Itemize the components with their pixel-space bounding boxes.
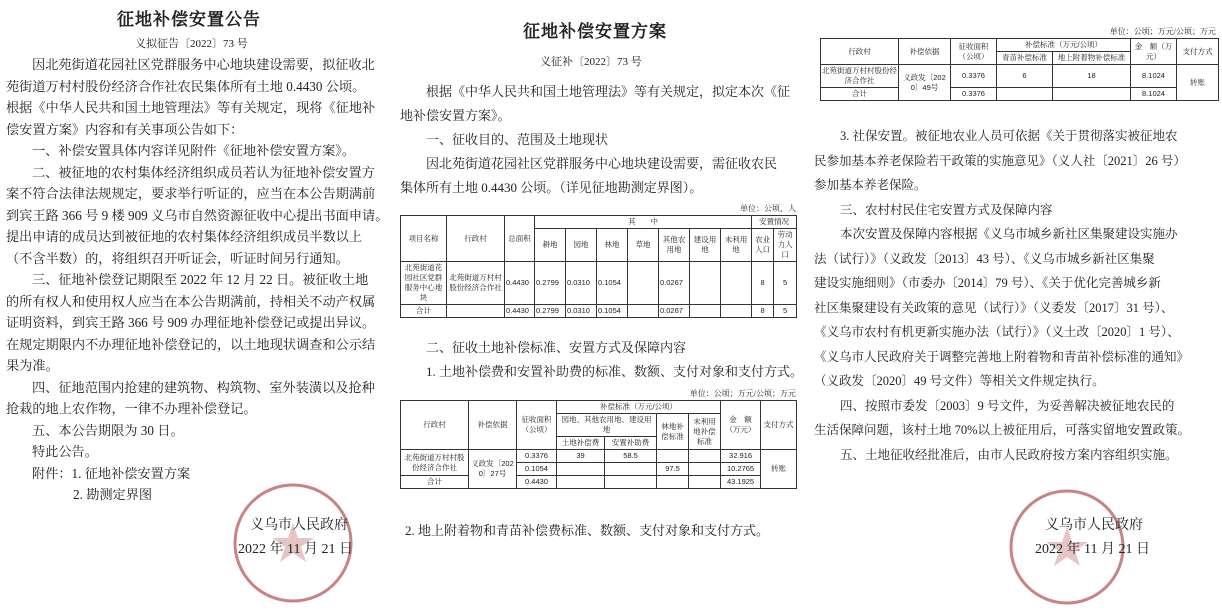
land-status-table xyxy=(400,215,797,318)
table-cell: 39 xyxy=(557,450,605,463)
text-line: 《义乌市人民政府关于调整完善地上附着物和青苗补偿标准的通知》 xyxy=(814,349,1190,364)
doc-number: 义征补〔2022〕73 号 xyxy=(540,56,642,68)
table-cell xyxy=(690,262,721,305)
column-header: 耕地 xyxy=(535,229,566,262)
table-cell: 义政发〔2020〕27号 xyxy=(469,450,517,489)
column-header: 未利用地 xyxy=(721,229,752,262)
table-cell: 合计 xyxy=(821,88,899,101)
announcement-body xyxy=(6,54,388,484)
text-line: 到宾王路 366 号 9 楼 909 义乌市自然资源征收中心提出书面申请。 xyxy=(6,207,389,223)
attachment-2-text: 2. 勘测定界图 xyxy=(73,487,153,502)
table-row xyxy=(401,305,797,318)
table-cell xyxy=(557,476,605,489)
table-cell xyxy=(689,450,721,463)
text-line: 证明资料，到宾王路 366 号 909 办理征地补偿登记或提出异议。 xyxy=(6,315,376,330)
table-cell: 北苑街道万村村股份经济合作社 xyxy=(401,450,469,476)
table-row xyxy=(401,450,797,463)
text-line: 《义乌市农村有机更新实施办法（试行）》（义土改〔2020〕1 号）、 xyxy=(814,325,1180,339)
table-cell: 97.5 xyxy=(657,463,689,476)
table-cell xyxy=(628,305,659,318)
column-header: 补偿标准（万元/公顷） xyxy=(997,39,1131,52)
table-cell: 转账 xyxy=(761,450,797,489)
table-cell xyxy=(557,463,605,476)
text-line: 本次安置及保障内容根据《义乌市城乡新社区集聚建设实施办 xyxy=(840,227,1178,241)
table-cell: 5 xyxy=(774,305,797,318)
table-cell: 5 xyxy=(774,262,797,305)
text-line: 生活保障问题，该村土地 70%以上被征用后，可落实留地安置政策。 xyxy=(814,423,1191,437)
table-cell: 6 xyxy=(997,65,1053,88)
text-line: 三、农村村民住宅安置方式及保障内容 xyxy=(840,202,1053,217)
table-cell xyxy=(657,476,689,489)
section-heading: 2. 地上附着物和青苗补偿费标准、数额、支付对象和支付方式。 xyxy=(405,523,770,538)
column-header: 园地 xyxy=(566,229,597,262)
text-line: 案不符合法律法规规定，要求举行听证的，应当在本公告期满前 xyxy=(6,186,376,201)
section-heading: 一、征收目的、范围及土地现状 xyxy=(426,132,609,147)
text-line: 因北苑街道花园社区党群服务中心地块建设需要，需征收农民 xyxy=(426,156,778,171)
section-heading: 1. 土地补偿费和安置补助费的标准、数额、支付对象和支付方式。 xyxy=(426,364,804,379)
table-cell: 43.1925 xyxy=(721,476,761,489)
table-cell: 合计 xyxy=(401,476,469,489)
table-cell: 合计 xyxy=(401,305,447,318)
table-cell xyxy=(689,463,721,476)
table-cell xyxy=(447,305,505,318)
table-cell xyxy=(605,476,657,489)
text-line: 四、征地范围内抢建的建筑物、构筑物、室外装潢以及抢种 xyxy=(32,379,375,395)
column-header: 青苗补偿标准 xyxy=(997,52,1053,65)
table-cell: 10.2765 xyxy=(721,463,761,476)
text-line: 提出申请的成员达到被征地的农村集体经济组织成员半数以上 xyxy=(6,229,363,244)
table-cell: 8 xyxy=(752,262,774,305)
text-line: 五、本公告期限为 30 日。 xyxy=(32,422,184,438)
table-cell: 8 xyxy=(752,305,774,318)
text-line: 二、被征地的农村集体经济组织成员若认为征地补偿安置方 xyxy=(32,164,375,180)
column-header: 其他农用地 xyxy=(659,229,690,262)
text-line: 建设实施细则》（市委办〔2014〕79 号）、《关于优化完善城乡新 xyxy=(814,276,1161,290)
column-header: 补偿依据 xyxy=(899,39,951,65)
column-header: 支付方式 xyxy=(1177,39,1219,65)
table-cell xyxy=(657,450,689,463)
column-header: 征收面积（公顷） xyxy=(517,401,557,450)
table-cell xyxy=(605,463,657,476)
table-cell: 0.2799 xyxy=(535,262,566,305)
table-cell: 0.4430 xyxy=(505,262,535,305)
crop-compensation-table xyxy=(820,38,1219,101)
column-header: 行政村 xyxy=(821,39,899,65)
table-cell: 8.1024 xyxy=(1131,65,1177,88)
table-cell: 北苑街道花园社区党群服务中心地块 xyxy=(401,262,447,305)
land-compensation-table xyxy=(400,400,797,489)
table-cell: 北苑街道万村村股份经济合作社 xyxy=(821,65,899,88)
table-cell: 0.0310 xyxy=(566,262,597,305)
table-cell xyxy=(721,262,752,305)
column-header: 安置情况 xyxy=(752,216,797,229)
table-cell: 北苑街道万村村股份经济合作社 xyxy=(447,262,505,305)
text-line: 附件：1. 征地补偿安置方案 xyxy=(32,465,191,481)
issue-date: 2022 年 11 月 21 日 xyxy=(238,542,353,557)
attachment-2 xyxy=(6,484,152,506)
column-header: 项目名称 xyxy=(401,216,447,262)
table-row xyxy=(821,88,1219,101)
table-cell xyxy=(690,305,721,318)
plan-section-2-2 xyxy=(405,520,769,542)
table-cell: 0.1054 xyxy=(517,463,557,476)
table-cell xyxy=(689,476,721,489)
text-line: 特此公告。 xyxy=(32,444,98,459)
section-heading: 二、征收土地补偿标准、安置方式及保障内容 xyxy=(426,340,687,355)
text-line: 偿安置方案》内容和有关事项公告如下： xyxy=(6,121,244,137)
text-line: 一、补偿安置具体内容详见附件《征地补偿安置方案》。 xyxy=(32,143,356,158)
text-line: 参加基本养老保险。 xyxy=(814,178,927,192)
text-line: （不含半数）的，将组织召开听证会，听证时间另行通知。 xyxy=(6,250,349,266)
issuer: 义乌市人民政府 xyxy=(1045,518,1143,533)
table-cell: 0.4430 xyxy=(517,476,557,489)
table-cell: 0.0310 xyxy=(566,305,597,318)
table-cell: 0.1054 xyxy=(597,262,628,305)
table-row xyxy=(401,401,797,414)
column-header: 补偿标准（万元/公顷） xyxy=(557,401,721,414)
table-row xyxy=(401,262,797,305)
text-line: 社区集聚建设有关政策的意见（试行）》（义委发〔2017〕31 号）、 xyxy=(814,300,1174,315)
plan-section-2 xyxy=(400,336,803,384)
column-header: 金 额（万元） xyxy=(721,401,761,450)
table-row xyxy=(821,65,1219,88)
table-row xyxy=(821,39,1219,52)
text-line: （义政发〔2020〕49 号文件）等相关文件规定执行。 xyxy=(814,374,1105,388)
text-line: 五、土地征收经批准后，由市人民政府按方案内容组织实施。 xyxy=(840,447,1178,462)
table3-unit: 单位：公顷；万元/公顷；万元 xyxy=(1109,27,1216,36)
column-header: 园地、其他农用地、建设用地 xyxy=(557,414,657,437)
page-title: 征地补偿安置公告 xyxy=(117,10,261,29)
column-header: 土地补偿费 xyxy=(557,437,605,450)
table2-unit: 单位：公顷；万元/公顷；万元 xyxy=(689,389,796,398)
plan-intro xyxy=(400,80,790,200)
table-cell xyxy=(628,262,659,305)
text-line: 三、征地补偿登记期限至 2022 年 12 月 22 日。被征收土地 xyxy=(32,272,369,287)
table-cell: 转账 xyxy=(1177,65,1219,101)
text-line: 法（试行）》（义政发〔2013〕43 号）、《义乌市城乡新社区集聚 xyxy=(814,251,1155,266)
doc-number: 义拟征告〔2022〕73 号 xyxy=(135,38,248,50)
column-header: 安置补助费 xyxy=(605,437,657,450)
column-header: 金 额（万元） xyxy=(1131,39,1177,65)
table-cell: 58.5 xyxy=(605,450,657,463)
text-line: 在规定期限内不办理征地补偿登记的，以土地现状调查和公示结 xyxy=(6,336,376,352)
table-cell: 义政发〔2020〕49号 xyxy=(899,65,951,101)
table-row xyxy=(401,476,797,489)
table-cell: 0.3376 xyxy=(951,65,997,88)
table-cell: 0.3376 xyxy=(517,450,557,463)
issuer: 义乌市人民政府 xyxy=(250,518,348,533)
table1-unit: 单位：公顷、人 xyxy=(740,204,796,213)
column-header: 征收面积（公顷） xyxy=(951,39,997,65)
text-line: 抢栽的地上农作物，一律不办理补偿登记。 xyxy=(6,401,257,416)
column-header: 林地补偿标准 xyxy=(657,414,689,450)
text-line: 因北苑街道花园社区党群服务中心地块建设需要，拟征收北 xyxy=(32,57,375,72)
column-header: 林地 xyxy=(597,229,628,262)
plan-body-continued xyxy=(814,124,1190,467)
column-header: 地上附着物补偿标准 xyxy=(1053,52,1131,65)
table-cell: 18 xyxy=(1053,65,1131,88)
column-header: 劳动力人口 xyxy=(774,229,797,262)
table-cell xyxy=(721,305,752,318)
column-header: 农业人口 xyxy=(752,229,774,262)
text-line: 地补偿安置方案》。 xyxy=(400,108,511,123)
table-cell: 0.1054 xyxy=(597,305,628,318)
table-cell: 0.4430 xyxy=(505,305,535,318)
column-header: 其 中 xyxy=(535,216,752,229)
table-cell xyxy=(1053,88,1131,101)
column-header: 建设用地 xyxy=(690,229,721,262)
column-header: 行政村 xyxy=(401,401,469,450)
table-cell: 32.916 xyxy=(721,450,761,463)
issue-date: 2022 年 11 月 21 日 xyxy=(1035,542,1150,557)
text-line: 根据《中华人民共和国土地管理法》等有关规定，拟定本次《征 xyxy=(426,84,791,99)
table-cell: 0.0267 xyxy=(659,305,690,318)
table-cell: 0.0267 xyxy=(659,262,690,305)
table-cell: 0.3376 xyxy=(951,88,997,101)
text-line: 集体所有土地 0.4430 公顷。（详见征地勘测定界图）。 xyxy=(400,180,703,195)
table-row xyxy=(401,216,797,229)
column-header: 补偿依据 xyxy=(469,401,517,450)
column-header: 未利用地补偿标准 xyxy=(689,414,721,450)
column-header: 草地 xyxy=(628,229,659,262)
text-line: 根据《中华人民共和国土地管理法》等有关规定，现将《征地补 xyxy=(6,100,376,115)
table-cell: 8.1024 xyxy=(1131,88,1177,101)
text-line: 四、按照市委发〔2003〕9 号文件，为妥善解决被征地农民的 xyxy=(840,398,1175,413)
column-header: 行政村 xyxy=(447,216,505,262)
page-title: 征地补偿安置方案 xyxy=(523,22,667,41)
table-cell xyxy=(997,88,1053,101)
column-header: 总面积 xyxy=(505,216,535,262)
table-cell: 0.2799 xyxy=(535,305,566,318)
text-line: 3. 社保安置。被征地农业人员可依据《关于贯彻落实被征地农 xyxy=(840,129,1178,143)
text-line: 果为准。 xyxy=(6,358,59,373)
column-header: 支付方式 xyxy=(761,401,797,450)
text-line: 民参加基本养老保险若干政策的实施意见》（义人社〔2021〕26 号） xyxy=(814,153,1186,168)
text-line: 的所有权人和使用权人应当在本公告期满前，持相关不动产权属 xyxy=(6,293,376,309)
text-line: 苑街道万村村股份经济合作社农民集体所有土地 0.4430 公顷。 xyxy=(6,78,366,94)
